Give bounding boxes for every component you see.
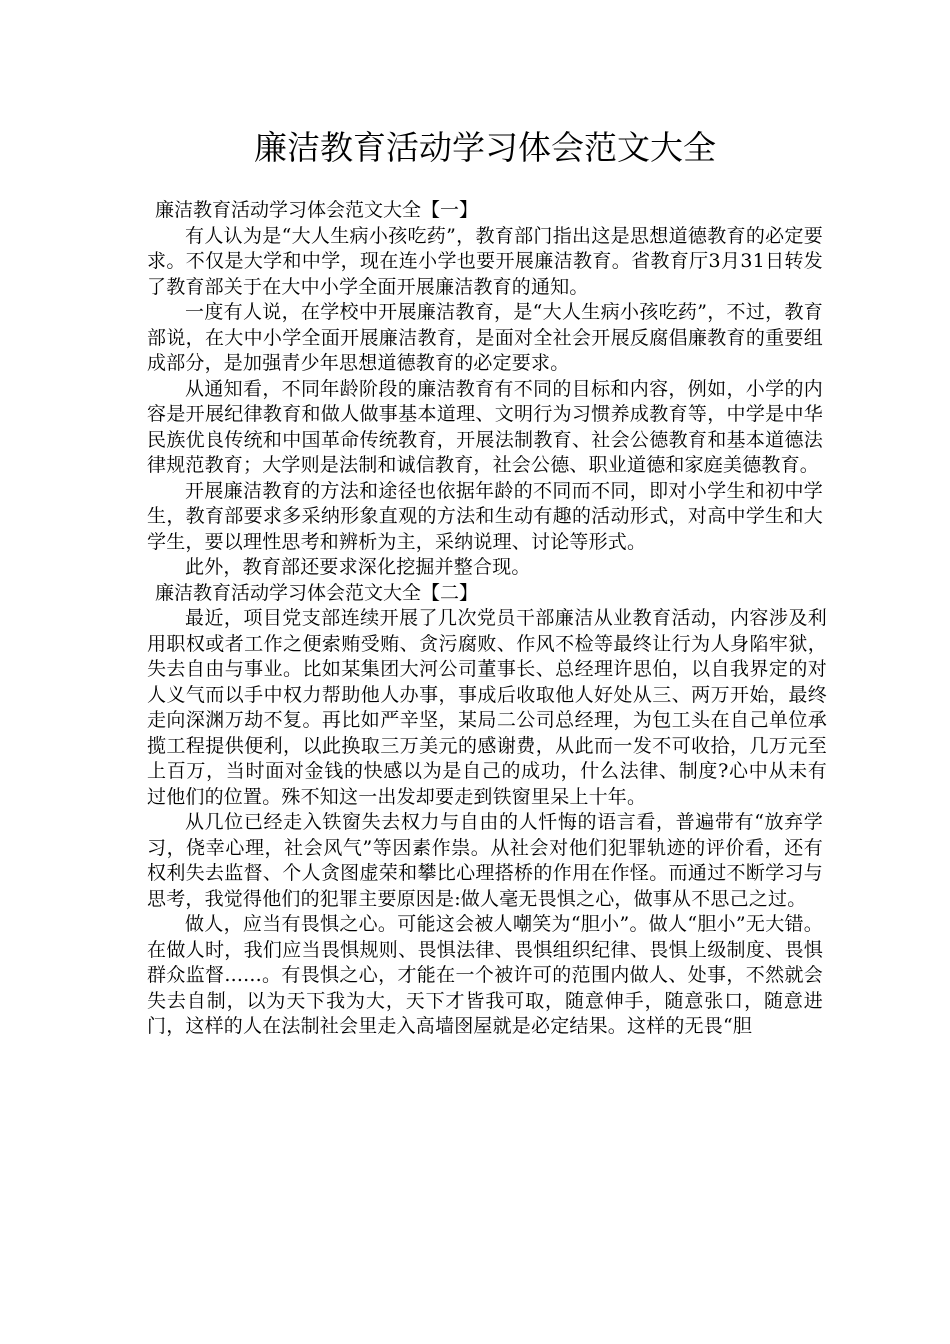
paragraph: 开展廉洁教育的方法和途径也依据年龄的不同而不同，即对小学生和初中学生，教育部要求多采纳形象直观的方法和生动有趣的活动形式，对高中学生和大学生，要以理性思考和辨析为主，采纳说理、讨论等形式。	[147, 479, 823, 553]
paragraph: 一度有人说，在学校中开展廉洁教育，是“大人生病小孩吃药”，不过，教育部说，在大中小学全面开展廉洁教育，是面对全社会开展反腐倡廉教育的重要组成部分，是加强青少年思想道德教育的必定要求。	[147, 301, 823, 374]
paragraph: 最近，项目党支部连续开展了几次党员干部廉洁从业教育活动，内容涉及利用职权或者工作之便索贿受贿、贪污腐败、作风不检等最终让行为人身陷牢狱，失去自由与事业。比如某集团大河公司董事长、总经理许思伯，以自我界定的对人义气而以手中权力帮助他人办事，事成后收取他人好处从三、两万开始，最终走向深渊万劫不复。再比如严辛坚，某局二公司总经理，为包工头在自己单位承揽工程提供便利，以此换取三万美元的感谢费，从此而一发不可收拾，几万元至上百万，当时面对金钱的快感以为是自己的成功，什么法律、制度?心中从未有过他们的位置。殊不知这一出发却要走到铁窗里呆上十年。	[147, 607, 827, 808]
document-body	[147, 198, 827, 1040]
paragraph: 有人认为是“大人生病小孩吃药”，教育部门指出这是思想道德教育的必定要求。不仅是大学和中学，现在连小学也要开展廉洁教育。省教育厅3月31日转发了教育部关于在大中小学全面开展廉洁教育的通知。	[147, 224, 823, 298]
document-title: 廉洁教育活动学习体会范文大全	[254, 128, 716, 167]
document-page	[147, 0, 827, 1040]
paragraph: 从通知看，不同年龄阶段的廉洁教育有不同的目标和内容，例如，小学的内容是开展纪律教育和做人做事基本道理、文明行为习惯养成教育等，中学是中华民族优良传统和中国革命传统教育，开展法制教育、社会公德教育和基本道德法律规范教育；大学则是法制和诚信教育，社会公德、职业道德和家庭美德教育。	[147, 377, 823, 476]
section-heading-1: 廉洁教育活动学习体会范文大全【一】	[155, 199, 479, 221]
section-heading-2: 廉洁教育活动学习体会范文大全【二】	[155, 581, 479, 604]
paragraph: 从几位已经走入铁窗失去权力与自由的人忏悔的语言看，普遍带有“放弃学习，侥幸心理，社会风气”等因素作祟。从社会对他们犯罪轨迹的评价看，还有权利失去监督、个人贪图虚荣和攀比心理搭桥的作用在作怪。而通过不断学习与思考，我觉得他们的犯罪主要原因是:做人毫无畏惧之心，做事从不思己之过。	[147, 811, 823, 910]
paragraph: 此外，教育部还要求深化挖掘并整合现。	[185, 556, 531, 578]
paragraph: 做人，应当有畏惧之心。可能这会被人嘲笑为“胆小”。做人“胆小”无大错。在做人时，我们应当畏惧规则、畏惧法律、畏惧组织纪律、畏惧上级制度、畏惧群众监督......。有畏惧之心，才能在一个被许可的范围内做人、处事，不然就会失去自制，以为天下我为大，天下才皆我可取，随意伸手，随意张口，随意进门，这样的人在法制社会里走入高墙囹屋就是必定结果。这样的无畏“胆	[147, 913, 823, 1037]
